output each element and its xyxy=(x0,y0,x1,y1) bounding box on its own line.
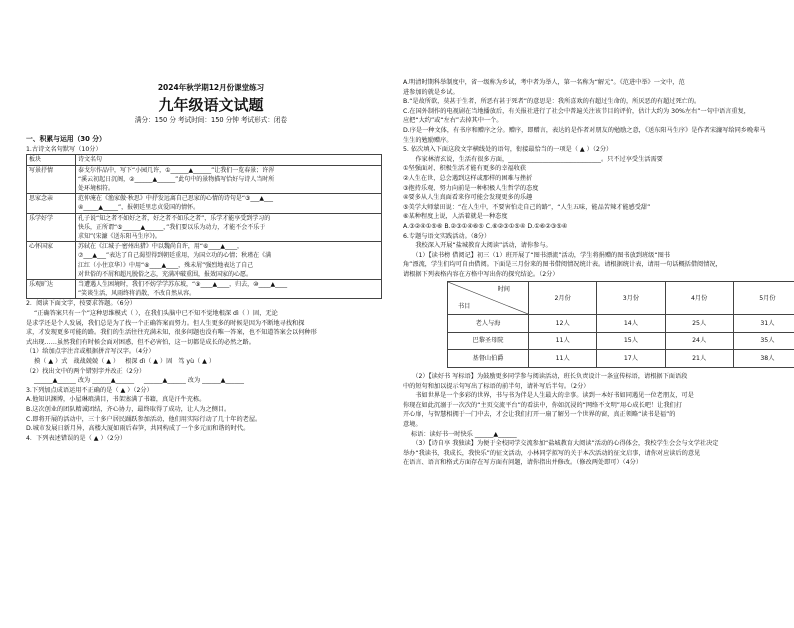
q5-options: A.③②④①⑤⑥ B.②③①④⑥⑤ C.⑥②③①⑤④ D.①⑥②③⑤④ xyxy=(403,222,775,232)
q3-option: D.城市发展日新月异，高楼大厦如雨后春笋，共同构成了一个多元而和谐的时代。 xyxy=(26,424,396,434)
table-row xyxy=(448,350,794,368)
exam-meta: 满分：150 分 考试时间：150 分钟 考试形式：闭卷 xyxy=(26,116,396,126)
table-cell: 38人 xyxy=(733,350,794,368)
q5-title: 5. 依次填入下面这段文字横线处的语句，衔接最恰当的一项是（ ▲ ）（2分） xyxy=(403,145,775,155)
q5-item: ③抱持乐观、努力向前是一种积极人生哲学的态度 xyxy=(403,184,775,194)
q2-passage-line: “正确答案只有一个”这种思维模式（ ），在我们头脑中已不知不觉地根深 dì（ ）固，无论 xyxy=(26,309,396,319)
q5-item: ①坚强面对、积极生活才能有更多的幸福收获 xyxy=(403,164,775,174)
table-cell-line: 求知”(宋濂《送东阳马生序》)。 xyxy=(78,232,379,241)
table-cell: 31人 xyxy=(733,315,794,333)
table-cell-line: 对世俗的不屑和超凡脱俗之志，充满冲破重围，报效国家的心愿。 xyxy=(78,270,379,279)
q2-sub1: （1）给加点字注音或根据拼音写汉字。（4分） xyxy=(26,347,396,357)
table-cell-line: ④_____▲_____”，报朝廷里忠贞爱国的情怀。 xyxy=(78,203,379,212)
corner-bottom-label: 书目 xyxy=(458,302,470,312)
table-cell: 24人 xyxy=(665,332,733,350)
corner-top-label: 时间 xyxy=(498,285,510,295)
table-cell: 35人 xyxy=(733,332,794,350)
table-row xyxy=(27,242,382,280)
table-header-row xyxy=(27,155,382,165)
q3-title: 3.下列加点成语运用不正确的是（ ▲ ）（2分） xyxy=(26,386,396,396)
table-cell: 14人 xyxy=(597,315,665,333)
q3-option: C.即将开展的活动中，三十多户居民踊跃参加活动，他们用实际行动了几十年的老屋。 xyxy=(26,415,396,425)
table-corner-cell xyxy=(448,282,529,315)
q6-sub2-line: 书如世界是一个多彩的世界，书与书为伴是人生最大的幸事。读到一本好书如同遇见一位老朋友，可是 xyxy=(403,391,775,401)
poem-table xyxy=(26,154,382,299)
q4-option: 进参加的就是乡试。 xyxy=(403,88,775,98)
q2-passage-line: 求，才发现更多可能的路。我们的生活往往充满未知，很多问题也没有唯一答案，也不知道答案会以何种形 xyxy=(26,328,396,338)
q5-line: 作家林清玄说，生活有很多方面，______________________________。只不过享受生活需要 xyxy=(403,155,775,165)
q1-title: 1.古诗文名句默写（10分） xyxy=(26,145,396,155)
q6-sub1-line: 请根据下列表格内容在方格中写出你的探究结论。（2分） xyxy=(403,270,775,280)
table-cell-line: 江红（小住京华）》中用“⑧____▲____，殊未屑”强烈地表达了自己 xyxy=(78,261,379,270)
q6-intro: 我校深入开展“盐城教育大阅读”活动，请你参与。 xyxy=(403,241,775,251)
table-cell: 15人 xyxy=(597,332,665,350)
table-cell: 12人 xyxy=(529,315,597,333)
q2-passage-line: 式出现……虽然我们有时候会面对困惑，但不必害怕，这一切都是成长的必然之路。 xyxy=(26,338,396,348)
q6-sub2-line: 中的短句和加以提示句写出了标语的前半句，请补写后半句。（2分） xyxy=(403,382,775,392)
table-cell-line: 当遭遇人生困境时，我们不妨学学苏东坡，“⑨____▲____，归去，⑩____▲____ xyxy=(78,280,379,289)
table-header-cell: 4月份 xyxy=(665,282,733,315)
section-heading: 一、积累与运用（30 分） xyxy=(26,135,396,145)
q4-option: 应把“大约”或“左右”去掉其中一个。 xyxy=(403,116,775,126)
table-row xyxy=(27,194,382,213)
q6-sub1-line: 角”漂流，学生们均可自由借阅。下面是三月份来的图书借阅情况统计表。请根据统计表，请用一句话概括借阅情况， xyxy=(403,260,775,270)
q6-sub2-line: 意境。 xyxy=(403,420,775,430)
answer-item[interactable]: ______▲______ 改为 ______▲______ xyxy=(34,377,134,384)
table-row xyxy=(448,315,794,333)
table-cell-line: ”笑谈生活，风雨终将消散，不改自然从容。 xyxy=(78,289,379,298)
table-row-label: 巴黎圣母院 xyxy=(448,332,529,350)
q4-option: B.“是故所欲，莫甚于生者，所恶有甚于死者”的意思是：我所喜欢的有超过生命的，所厌恶的有超过死亡的。 xyxy=(403,97,775,107)
q6-sub2-line: （2）【读好书 写标语】为鼓励更多同学参与阅读活动，班长负责设计一条宣传标语，请根据下面语段 xyxy=(403,372,775,382)
table-cell-line: 范仲淹在《渔家傲·秋思》中抒发远离自己思家的心情的诗句是“③___▲___ xyxy=(78,194,379,203)
exam-term-line: 2024年秋学期12月份课堂练习 xyxy=(26,83,396,93)
q3-option: A.他知识渊博，小屋琳琅满目，书架塞满了书籍，真是汗牛充栋。 xyxy=(26,395,396,405)
table-cell-line: “溪云初起日沉阁，②______▲______”此句中的景物描写恰好与诗人当时所 xyxy=(78,175,379,184)
q4-option: 生生的勉励赠序。 xyxy=(403,136,775,146)
answer-item[interactable]: ______▲______ 改为 ______▲______ xyxy=(144,377,244,384)
table-header-cell: 2月份 xyxy=(529,282,597,315)
q6-sub3-line: 在语言、语言和格式方面存在写方面有问题，请你指出并修改。（修改两处即可）（4分） xyxy=(403,458,775,468)
left-column xyxy=(26,0,396,550)
table-cell-line: 处环境相符。 xyxy=(78,184,379,193)
table-row-label: 乐学好学 xyxy=(27,213,76,242)
answer-item[interactable]: 根深 dì（ ▲ ）固 xyxy=(125,358,172,365)
slogan-line[interactable]: 标语：读好书一时快乐 ______▲______ xyxy=(403,430,775,440)
table-cell: 25人 xyxy=(665,315,733,333)
answer-item[interactable]: 摸（ ▲ ）式 xyxy=(34,358,67,365)
table-header-cell: 5月份 xyxy=(733,282,794,315)
table-row-label: 心怀国家 xyxy=(27,242,76,280)
table-header-row xyxy=(448,282,794,315)
table-cell-line: 快乐，正所谓“⑤______▲______，”我们要以乐为动力，才能不会不乐于 xyxy=(78,223,379,232)
q6-title: 6.专题与语文实践活动。（8分） xyxy=(403,232,775,242)
borrow-stats-table xyxy=(447,281,794,368)
q4-option: C.在国外制作的电视剧在当地播放后，有关报社进行了社会中普遍关注该节目的评价，估计大约为 30%左右”一句中语言重复， xyxy=(403,107,775,117)
q6-sub2-line: 开心扉，与智慧相拥于一门中去，才会让我们打开一扇了解另一个世界的窗，真正领略“读书是福”的 xyxy=(403,410,775,420)
table-cell: 17人 xyxy=(597,350,665,368)
q6-sub1-line: （1）【读书榜 借阅记】初三（1）班开展了“图书漂流”活动，学生将捐赠的图书放到班级“图书 xyxy=(403,251,775,261)
table-header-cell: 诗文名句 xyxy=(76,155,382,165)
table-cell-line: 泰戈尔作品中，写下“小园几许，①______▲______”让我们一览春景；许浑 xyxy=(78,166,379,175)
table-cell-line: 孔子说“知之者不如好之者，好之者不如乐之者”，乐学才能享受到学习的 xyxy=(78,214,379,223)
q4-option: A.明清时期科举制度中，省一级称为乡试，考中者为举人，第一名称为“解元”。《范进中举》一文中，范 xyxy=(403,78,775,88)
table-row-label: 思家念亲 xyxy=(27,194,76,213)
q4-title: 4．下列表述错误的是（ ▲ ）（2分） xyxy=(26,434,396,444)
table-header-cell: 3月份 xyxy=(597,282,665,315)
answer-item[interactable]: 笃 yù（ ▲ ） xyxy=(178,358,215,365)
table-row xyxy=(27,165,382,194)
exam-title: 九年级语文试题 xyxy=(26,95,396,115)
table-row-label: 写景抒情 xyxy=(27,165,76,194)
table-row-label: 乐观旷达 xyxy=(27,280,76,299)
q2-title: 2．阅读下面文字，按要求答题。（6分） xyxy=(26,299,396,309)
table-cell: 11人 xyxy=(529,332,597,350)
q2-sub1-items xyxy=(26,357,396,367)
answer-item[interactable]: 战战兢兢（ ▲ ） xyxy=(73,358,119,365)
table-cell: 21人 xyxy=(665,350,733,368)
table-header-cell: 板块 xyxy=(27,155,76,165)
table-cell-line: 苏轼在《江城子·密州出猎》中以魏尚自许，用“⑥____▲____， xyxy=(78,242,379,251)
q3-option: B.这次创业的团队精诚团结，齐心协力，最终取得了成功，让人为之侧目。 xyxy=(26,405,396,415)
q6-sub3-line: （3）【诗自享 我独读】为便于全校同学交流参加“盐城教育大阅读”活动的心得体会，我校学生会会与文学社决定 xyxy=(403,439,775,449)
q5-item: ⑥某种程度上说，人活着就是一种态度 xyxy=(403,212,775,222)
q2-sub2-items xyxy=(26,376,396,386)
q2-sub2: （2）找出文中的两个错别字并改正（2分） xyxy=(26,367,396,377)
table-row-label: 老人与海 xyxy=(448,315,529,333)
table-cell: 11人 xyxy=(529,350,597,368)
table-row xyxy=(27,280,382,299)
q6-sub3-line: 举办“我读书，我成长，我快乐”的征文活动，小林同学拟写的关于本次活动的征文启事，请你对应读后的意见 xyxy=(403,449,775,459)
table-row xyxy=(448,332,794,350)
table-cell-line: ⑦___▲___”表达了自己渴望得到朝廷重用，为国立功的心情；秋瑾在《满 xyxy=(78,251,379,260)
table-row xyxy=(27,213,382,242)
q2-passage-line: 是求学还是个人发展，我们总是为了找一个正确答案而努力。但人生更多的时候是因为不断地寻找和探 xyxy=(26,319,396,329)
q4-option: D.序是一种文体，有书序和赠序之分。赠序，即赠言，表达的是作者对朋友的勉励之意，《送东阳马生序》是作者宋濂写给同乡晚辈马 xyxy=(403,126,775,136)
q5-item: ④要多从人生真面看来你可能会发现更多的乐趣 xyxy=(403,193,775,203)
table-row-label: 基督山伯爵 xyxy=(448,350,529,368)
q6-sub2-line: 你现在如此沉溺于一次次的“主页交流平台”的看法中，你如沉浸的“网络不文明”用心成长吧！让我们打 xyxy=(403,401,775,411)
q5-item: ⑤美学大师蒙田说：“在人生中，不要害怕走自己的路”，“人生五味，能品苦辣才能感受甜” xyxy=(403,203,775,213)
right-column xyxy=(403,0,775,628)
q5-item: ②人生在世，总会遇到这样或那样的困难与挫折 xyxy=(403,174,775,184)
